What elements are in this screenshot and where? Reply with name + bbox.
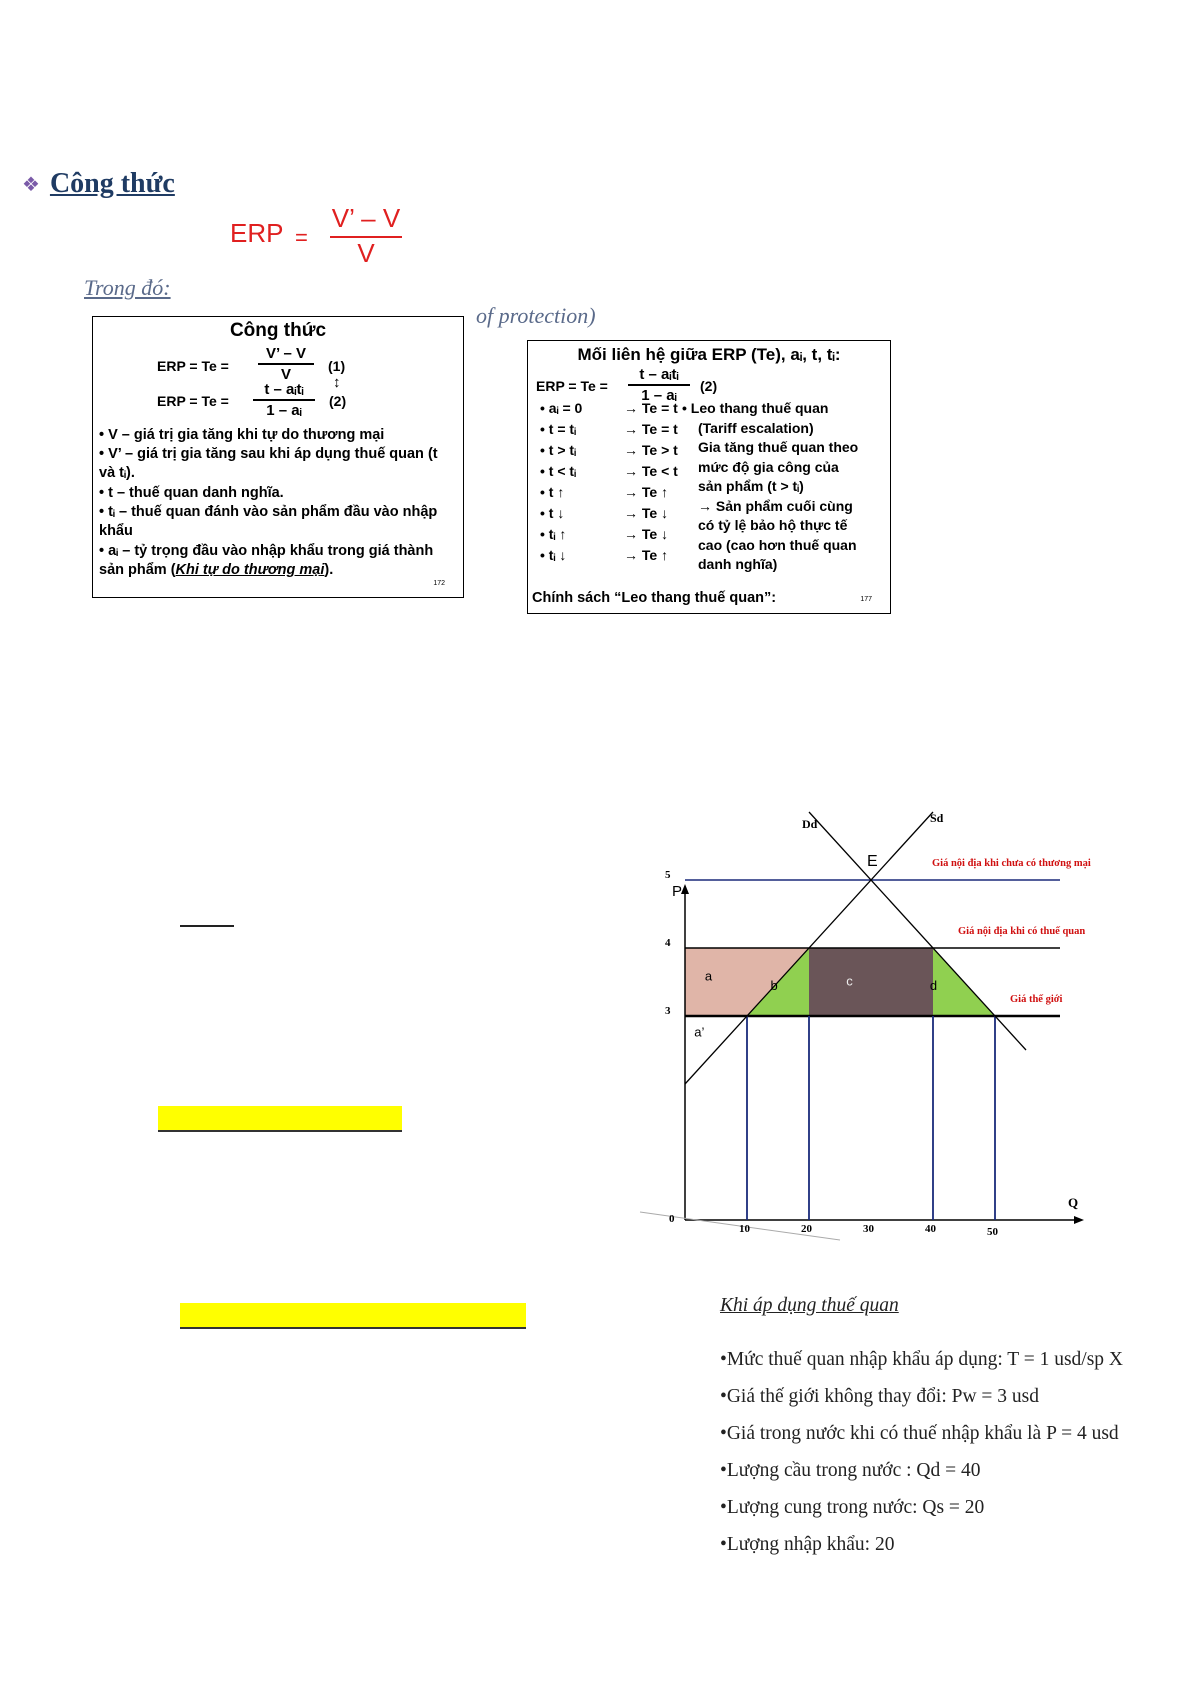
price-line-label: Giá nội địa khi có thuế quan: [958, 926, 1086, 937]
area-label: c: [846, 973, 853, 989]
relation-condition: • t = tᵢ: [540, 421, 577, 437]
x-tick-label: 50: [987, 1226, 998, 1238]
formula-eq: =: [295, 225, 308, 250]
x-tick-label: 40: [925, 1223, 936, 1235]
box2-title: Mối liên hệ giữa ERP (Te), aᵢ, t, tᵢ:: [577, 345, 841, 364]
area-label: d: [929, 978, 938, 994]
box1-f1-frac: [258, 344, 314, 384]
yellow-highlight-bar: [158, 1106, 402, 1132]
y-tick-label: 4: [665, 937, 671, 949]
supply-curve-label: Sd: [930, 811, 944, 825]
relation-result: → Te = t: [624, 400, 678, 416]
escalation-line: Gia tăng thuế quan theo: [698, 439, 859, 455]
escalation-line: → Sản phẩm cuối cùng: [698, 497, 853, 514]
escalation-line: cao (cao hơn thuế quan: [698, 536, 857, 553]
box1-f2-frac: [253, 380, 315, 420]
escalation-line: mức độ gia công của: [698, 458, 839, 475]
relation-condition: • tᵢ ↑: [540, 526, 567, 542]
tariff-notes: [720, 1295, 1123, 1571]
notes-item: •Lượng nhập khẩu: 20: [720, 1534, 895, 1555]
notes-item: •Giá trong nước khi có thuế nhập khẩu là P = 4 usd: [720, 1423, 1119, 1444]
price-line-label: Giá thế giới: [1010, 994, 1063, 1005]
box1-f1-tag: (1): [328, 358, 346, 374]
relation-result: → Te ↑: [624, 484, 669, 500]
box1-item-last: [99, 542, 457, 580]
relation-result: → Te > t: [624, 442, 678, 458]
box1-f2-tag: (2): [329, 393, 347, 409]
box1-page-number: 172: [433, 580, 445, 587]
y-tick-label: 3: [665, 1005, 671, 1017]
price-line-label: Giá nội địa khi chưa có thương mại: [932, 858, 1091, 869]
relation-result: → Te = t: [624, 421, 678, 437]
area-label: a’: [694, 1024, 705, 1040]
section-heading: [22, 168, 175, 200]
relation-condition: • t ↓: [540, 505, 565, 521]
relation-result: → Te < t: [624, 463, 678, 479]
diamond-bullet-icon: ❖: [22, 173, 40, 196]
relation-result: → Te ↓: [624, 505, 669, 521]
relation-box: [527, 340, 891, 614]
relation-result: → Te ↑: [624, 547, 669, 563]
x-tick-label: 30: [863, 1223, 874, 1235]
x-tick-label: 10: [739, 1223, 750, 1235]
formula-lhs: ERP: [230, 218, 284, 248]
notes-title: Khi áp dụng thuế quan: [720, 1295, 899, 1316]
notes-item: •Lượng cung trong nước: Qs = 20: [720, 1497, 985, 1518]
box1-title: Công thức: [229, 320, 327, 341]
relation-condition: • t > tᵢ: [540, 442, 577, 458]
demand-curve-label: Dd: [802, 817, 818, 831]
area-label: a: [704, 968, 713, 984]
formula-numerator: V’ – V: [330, 203, 402, 238]
box1-item: • V’ – giá trị gia tăng sau khi áp dụng thuế quan (t và tᵢ).: [99, 446, 438, 481]
escalation-line: sản phẩm (t > tᵢ): [698, 478, 804, 494]
box1-f2-num: t – aᵢtᵢ: [253, 380, 315, 401]
box1-item-emphasis: Khi tự do thương mại: [175, 562, 325, 578]
of-protection-text: of protection): [476, 303, 596, 328]
yellow-highlight-bar: [180, 1303, 526, 1329]
relation-condition: • t < tᵢ: [540, 463, 577, 479]
box1-f1-lhs: ERP = Te =: [157, 358, 229, 374]
box2-f-tag: (2): [700, 378, 718, 394]
escalation-line: có tỷ lệ bảo hộ thực tế: [698, 517, 848, 533]
escalation-line: danh nghĩa): [698, 556, 778, 572]
notes-item: •Giá thế giới không thay đổi: Pw = 3 usd: [720, 1386, 1039, 1407]
relation-condition: • tᵢ ↓: [540, 547, 567, 563]
x-tick-label: 20: [801, 1223, 812, 1235]
tariff-chart: [640, 811, 1110, 1250]
y-axis-label: P: [672, 883, 683, 900]
x-axis-arrow-icon: [1074, 1216, 1084, 1224]
formula-box: [92, 316, 464, 598]
equilibrium-label: E: [867, 853, 878, 870]
heading-text: Công thức: [49, 168, 175, 199]
trong-do-label: Trong đó:: [84, 275, 171, 300]
escalation-line: • Leo thang thuế quan: [682, 400, 829, 416]
box2-f-lhs: ERP = Te =: [536, 378, 608, 394]
short-underline: [180, 925, 234, 927]
box1-item-text: • aᵢ – tỷ trọng đầu vào nhập khẩu trong giá thành sản phẩm (: [99, 543, 434, 578]
relation-condition: • t ↑: [540, 484, 565, 500]
double-arrow-icon: ↕: [333, 374, 341, 391]
box1-f2-lhs: ERP = Te =: [157, 393, 229, 409]
formula-denominator: V: [357, 238, 375, 268]
area-c: [809, 948, 933, 1016]
box1-item: • t – thuế quan danh nghĩa.: [99, 485, 284, 501]
area-label: b: [770, 978, 778, 994]
formula-fraction: [330, 203, 402, 269]
box2-f-den: 1 – aᵢ: [641, 387, 677, 404]
escalation-line: (Tariff escalation): [698, 419, 814, 436]
box2-page-number: 177: [860, 596, 872, 603]
y-axis-arrow-icon: [681, 884, 689, 894]
box1-f1-den: V: [280, 366, 291, 383]
notes-item: •Mức thuế quan nhập khẩu áp dụng: T = 1 usd/sp X: [720, 1349, 1124, 1370]
x-tick-label: 0: [669, 1213, 675, 1225]
box1-f2-den: 1 – aᵢ: [266, 402, 302, 419]
box1-item: • V – giá trị gia tăng khi tự do thương mại: [99, 427, 385, 443]
y-tick-label: 5: [665, 869, 671, 881]
relation-result: → Te ↓: [624, 526, 669, 542]
notes-item: •Lượng cầu trong nước : Qd = 40: [720, 1460, 981, 1481]
box2-footer: Chính sách “Leo thang thuế quan”:: [532, 590, 777, 606]
box1-f1-num: V’ – V: [258, 344, 314, 365]
box2-f-num: t – aᵢtᵢ: [628, 365, 690, 386]
box1-item-end: ).: [324, 562, 334, 578]
x-axis-label: Q: [1068, 1195, 1079, 1210]
box1-item: • tᵢ – thuế quan đánh vào sản phẩm đầu vào nhập khẩu: [99, 504, 438, 539]
relation-condition: • aᵢ = 0: [540, 400, 583, 416]
